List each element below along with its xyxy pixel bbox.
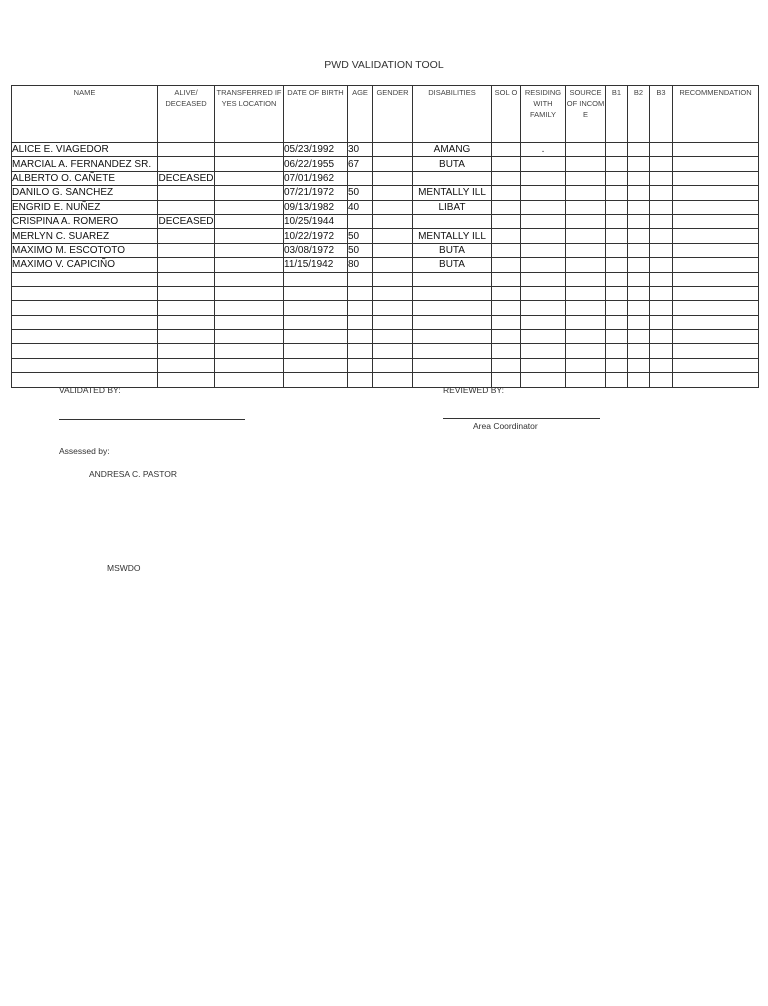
b3-cell: [650, 358, 673, 372]
b2-cell: [628, 214, 650, 228]
name-cell: MARCIAL A. FERNANDEZ SR.: [12, 157, 158, 171]
name-cell: CRISPINA A. ROMERO: [12, 214, 158, 228]
residing-cell: [521, 315, 566, 329]
recommendation-cell: [673, 301, 759, 315]
residing-cell: [521, 186, 566, 200]
dob-cell: 03/08/1972: [284, 243, 348, 257]
recommendation-cell: [673, 243, 759, 257]
solo-cell: [492, 344, 521, 358]
name-cell: [12, 272, 158, 286]
residing-cell: [521, 243, 566, 257]
dob-cell: 07/01/1962: [284, 171, 348, 185]
table-row: [12, 258, 759, 272]
status-cell: [158, 157, 215, 171]
table-row: [12, 330, 759, 344]
page-title: PWD VALIDATION TOOL: [324, 59, 444, 71]
transferred-cell: [215, 171, 284, 185]
header-name: NAME: [12, 86, 158, 143]
b2-cell: [628, 358, 650, 372]
recommendation-cell: [673, 358, 759, 372]
reviewed-by-signature-line: [443, 418, 600, 419]
status-cell: [158, 286, 215, 300]
age-cell: 67: [348, 157, 373, 171]
income-cell: [566, 200, 606, 214]
solo-cell: [492, 214, 521, 228]
solo-cell: [492, 330, 521, 344]
residing-cell: [521, 258, 566, 272]
disability-cell: AMANG: [413, 143, 492, 157]
disability-cell: [413, 214, 492, 228]
transferred-cell: [215, 214, 284, 228]
solo-cell: [492, 286, 521, 300]
gender-cell: [373, 171, 413, 185]
age-cell: 40: [348, 200, 373, 214]
disability-cell: [413, 286, 492, 300]
table-row: [12, 243, 759, 257]
age-cell: 50: [348, 186, 373, 200]
b2-cell: [628, 301, 650, 315]
b3-cell: [650, 344, 673, 358]
residing-cell: [521, 171, 566, 185]
b2-cell: [628, 143, 650, 157]
solo-cell: [492, 301, 521, 315]
recommendation-cell: [673, 344, 759, 358]
recommendation-cell: [673, 186, 759, 200]
table-row: [12, 157, 759, 171]
age-cell: 50: [348, 243, 373, 257]
gender-cell: [373, 258, 413, 272]
table-row: [12, 286, 759, 300]
header-recommendation: RECOMMENDATION: [673, 86, 759, 143]
b3-cell: [650, 200, 673, 214]
income-cell: [566, 373, 606, 387]
recommendation-cell: [673, 330, 759, 344]
age-cell: [348, 358, 373, 372]
disability-cell: BUTA: [413, 157, 492, 171]
header-transferred: TRANSFERRED IF YES LOCATION: [215, 86, 284, 143]
residing-cell: [521, 344, 566, 358]
name-cell: DANILO G. SANCHEZ: [12, 186, 158, 200]
table-body: [12, 143, 759, 388]
b3-cell: [650, 330, 673, 344]
residing-cell: [521, 157, 566, 171]
assessed-by-label: Assessed by:: [59, 446, 110, 456]
transferred-cell: [215, 315, 284, 329]
recommendation-cell: [673, 286, 759, 300]
status-cell: [158, 229, 215, 243]
status-cell: [158, 243, 215, 257]
header-alive-deceased: ALIVE/ DECEASED: [158, 86, 215, 143]
transferred-cell: [215, 229, 284, 243]
transferred-cell: [215, 186, 284, 200]
income-cell: [566, 186, 606, 200]
b1-cell: [606, 286, 628, 300]
name-cell: [12, 286, 158, 300]
income-cell: [566, 330, 606, 344]
b2-cell: [628, 243, 650, 257]
disability-cell: [413, 272, 492, 286]
age-cell: [348, 344, 373, 358]
table-row: [12, 214, 759, 228]
income-cell: [566, 171, 606, 185]
header-b2: B2: [628, 86, 650, 143]
disability-cell: [413, 301, 492, 315]
gender-cell: [373, 214, 413, 228]
disability-cell: [413, 358, 492, 372]
recommendation-cell: [673, 200, 759, 214]
income-cell: [566, 315, 606, 329]
table-row: [12, 373, 759, 387]
disability-cell: BUTA: [413, 243, 492, 257]
gender-cell: [373, 229, 413, 243]
age-cell: [348, 286, 373, 300]
residing-cell: [521, 301, 566, 315]
residing-cell: [521, 358, 566, 372]
b3-cell: [650, 157, 673, 171]
status-cell: [158, 330, 215, 344]
name-cell: [12, 330, 158, 344]
dob-cell: [284, 315, 348, 329]
dob-cell: [284, 330, 348, 344]
table-row: [12, 186, 759, 200]
b3-cell: [650, 171, 673, 185]
b1-cell: [606, 301, 628, 315]
status-cell: [158, 200, 215, 214]
age-cell: 50: [348, 229, 373, 243]
b3-cell: [650, 229, 673, 243]
gender-cell: [373, 373, 413, 387]
b1-cell: [606, 186, 628, 200]
income-cell: [566, 143, 606, 157]
transferred-cell: [215, 272, 284, 286]
b2-cell: [628, 258, 650, 272]
solo-cell: [492, 243, 521, 257]
name-cell: [12, 344, 158, 358]
income-cell: [566, 301, 606, 315]
dob-cell: 11/15/1942: [284, 258, 348, 272]
name-cell: MERLYN C. SUAREZ: [12, 229, 158, 243]
age-cell: [348, 301, 373, 315]
residing-cell: [521, 229, 566, 243]
header-b1: B1: [606, 86, 628, 143]
age-cell: [348, 373, 373, 387]
table-row: [12, 171, 759, 185]
b1-cell: [606, 243, 628, 257]
header-b3: B3: [650, 86, 673, 143]
gender-cell: [373, 286, 413, 300]
table-row: [12, 358, 759, 372]
transferred-cell: [215, 200, 284, 214]
dob-cell: 07/21/1972: [284, 186, 348, 200]
gender-cell: [373, 243, 413, 257]
b2-cell: [628, 171, 650, 185]
gender-cell: [373, 272, 413, 286]
solo-cell: [492, 272, 521, 286]
solo-cell: [492, 258, 521, 272]
b3-cell: [650, 272, 673, 286]
age-cell: [348, 272, 373, 286]
table-row: [12, 143, 759, 157]
b3-cell: [650, 301, 673, 315]
table-row: [12, 344, 759, 358]
disability-cell: [413, 171, 492, 185]
gender-cell: [373, 157, 413, 171]
age-cell: [348, 315, 373, 329]
disability-cell: MENTALLY ILL: [413, 229, 492, 243]
transferred-cell: [215, 301, 284, 315]
header-age: AGE: [348, 86, 373, 143]
b3-cell: [650, 243, 673, 257]
status-cell: [158, 373, 215, 387]
recommendation-cell: [673, 272, 759, 286]
residing-cell: [521, 200, 566, 214]
gender-cell: [373, 344, 413, 358]
b2-cell: [628, 373, 650, 387]
name-cell: MAXIMO V. CAPICIÑO: [12, 258, 158, 272]
b3-cell: [650, 186, 673, 200]
assessor-name: ANDRESA C. PASTOR: [89, 469, 178, 479]
gender-cell: [373, 358, 413, 372]
recommendation-cell: [673, 373, 759, 387]
income-cell: [566, 214, 606, 228]
b1-cell: [606, 330, 628, 344]
disability-cell: BUTA: [413, 258, 492, 272]
residing-cell: .: [521, 143, 566, 157]
residing-cell: [521, 373, 566, 387]
solo-cell: [492, 358, 521, 372]
transferred-cell: [215, 358, 284, 372]
income-cell: [566, 229, 606, 243]
table-row: [12, 200, 759, 214]
b3-cell: [650, 286, 673, 300]
transferred-cell: [215, 286, 284, 300]
status-cell: [158, 358, 215, 372]
header-residing-with-family: RESIDING WITH FAMILY: [521, 86, 566, 143]
solo-cell: [492, 143, 521, 157]
age-cell: [348, 330, 373, 344]
age-cell: [348, 171, 373, 185]
b3-cell: [650, 143, 673, 157]
transferred-cell: [215, 258, 284, 272]
header-solo: SOL O: [492, 86, 521, 143]
dob-cell: 05/23/1992: [284, 143, 348, 157]
b1-cell: [606, 373, 628, 387]
office-label: MSWDO: [107, 563, 141, 573]
b2-cell: [628, 272, 650, 286]
name-cell: [12, 301, 158, 315]
b1-cell: [606, 214, 628, 228]
name-cell: ALICE E. VIAGEDOR: [12, 143, 158, 157]
transferred-cell: [215, 243, 284, 257]
recommendation-cell: [673, 258, 759, 272]
disability-cell: [413, 315, 492, 329]
b1-cell: [606, 358, 628, 372]
income-cell: [566, 344, 606, 358]
residing-cell: [521, 286, 566, 300]
gender-cell: [373, 186, 413, 200]
b1-cell: [606, 229, 628, 243]
solo-cell: [492, 171, 521, 185]
status-cell: [158, 344, 215, 358]
b1-cell: [606, 171, 628, 185]
status-cell: [158, 258, 215, 272]
validation-table: [11, 85, 759, 388]
dob-cell: 10/22/1972: [284, 229, 348, 243]
b1-cell: [606, 315, 628, 329]
table-row: [12, 301, 759, 315]
b1-cell: [606, 143, 628, 157]
b3-cell: [650, 258, 673, 272]
recommendation-cell: [673, 171, 759, 185]
income-cell: [566, 358, 606, 372]
name-cell: [12, 358, 158, 372]
b2-cell: [628, 315, 650, 329]
income-cell: [566, 272, 606, 286]
disability-cell: MENTALLY ILL: [413, 186, 492, 200]
transferred-cell: [215, 157, 284, 171]
dob-cell: 10/25/1944: [284, 214, 348, 228]
recommendation-cell: [673, 315, 759, 329]
age-cell: 80: [348, 258, 373, 272]
disability-cell: [413, 330, 492, 344]
age-cell: [348, 214, 373, 228]
recommendation-cell: [673, 143, 759, 157]
validated-by-label: VALIDATED BY:: [59, 385, 121, 395]
gender-cell: [373, 301, 413, 315]
recommendation-cell: [673, 157, 759, 171]
name-cell: [12, 315, 158, 329]
recommendation-cell: [673, 214, 759, 228]
status-cell: [158, 186, 215, 200]
income-cell: [566, 243, 606, 257]
gender-cell: [373, 200, 413, 214]
transferred-cell: [215, 373, 284, 387]
status-cell: [158, 301, 215, 315]
b2-cell: [628, 286, 650, 300]
header-disabilities: DISABILITIES: [413, 86, 492, 143]
b3-cell: [650, 373, 673, 387]
b1-cell: [606, 272, 628, 286]
disability-cell: [413, 344, 492, 358]
dob-cell: [284, 301, 348, 315]
table-header-row: [12, 86, 759, 143]
dob-cell: [284, 272, 348, 286]
header-source-of-income: SOURCE OF INCOM E: [566, 86, 606, 143]
table-row: [12, 315, 759, 329]
dob-cell: [284, 358, 348, 372]
residing-cell: [521, 214, 566, 228]
dob-cell: [284, 373, 348, 387]
header-gender: GENDER: [373, 86, 413, 143]
dob-cell: [284, 344, 348, 358]
dob-cell: 09/13/1982: [284, 200, 348, 214]
name-cell: ALBERTO O. CAÑETE: [12, 171, 158, 185]
dob-cell: [284, 286, 348, 300]
name-cell: MAXIMO M. ESCOTOTO: [12, 243, 158, 257]
validated-by-signature-line: [59, 419, 245, 420]
status-cell: DECEASED: [158, 172, 214, 184]
age-cell: 30: [348, 143, 373, 157]
gender-cell: [373, 143, 413, 157]
b3-cell: [650, 214, 673, 228]
solo-cell: [492, 315, 521, 329]
reviewed-by-label: REVIEWED BY:: [443, 385, 504, 395]
b2-cell: [628, 344, 650, 358]
recommendation-cell: [673, 229, 759, 243]
status-cell: [158, 272, 215, 286]
dob-cell: 06/22/1955: [284, 157, 348, 171]
b2-cell: [628, 330, 650, 344]
income-cell: [566, 157, 606, 171]
solo-cell: [492, 229, 521, 243]
b2-cell: [628, 157, 650, 171]
b1-cell: [606, 200, 628, 214]
b1-cell: [606, 258, 628, 272]
income-cell: [566, 286, 606, 300]
transferred-cell: [215, 344, 284, 358]
gender-cell: [373, 330, 413, 344]
gender-cell: [373, 315, 413, 329]
income-cell: [566, 258, 606, 272]
table-row: [12, 229, 759, 243]
name-cell: ENGRID E. NUÑEZ: [12, 200, 158, 214]
b1-cell: [606, 157, 628, 171]
b3-cell: [650, 315, 673, 329]
residing-cell: [521, 272, 566, 286]
residing-cell: [521, 330, 566, 344]
status-cell: DECEASED: [158, 216, 214, 228]
transferred-cell: [215, 330, 284, 344]
b2-cell: [628, 200, 650, 214]
status-cell: [158, 143, 215, 157]
solo-cell: [492, 186, 521, 200]
b2-cell: [628, 229, 650, 243]
solo-cell: [492, 200, 521, 214]
transferred-cell: [215, 143, 284, 157]
area-coordinator-label: Area Coordinator: [473, 421, 538, 431]
header-date-of-birth: DATE OF BIRTH: [284, 86, 348, 143]
table-row: [12, 272, 759, 286]
solo-cell: [492, 157, 521, 171]
b2-cell: [628, 186, 650, 200]
disability-cell: LIBAT: [413, 200, 492, 214]
status-cell: [158, 315, 215, 329]
b1-cell: [606, 344, 628, 358]
